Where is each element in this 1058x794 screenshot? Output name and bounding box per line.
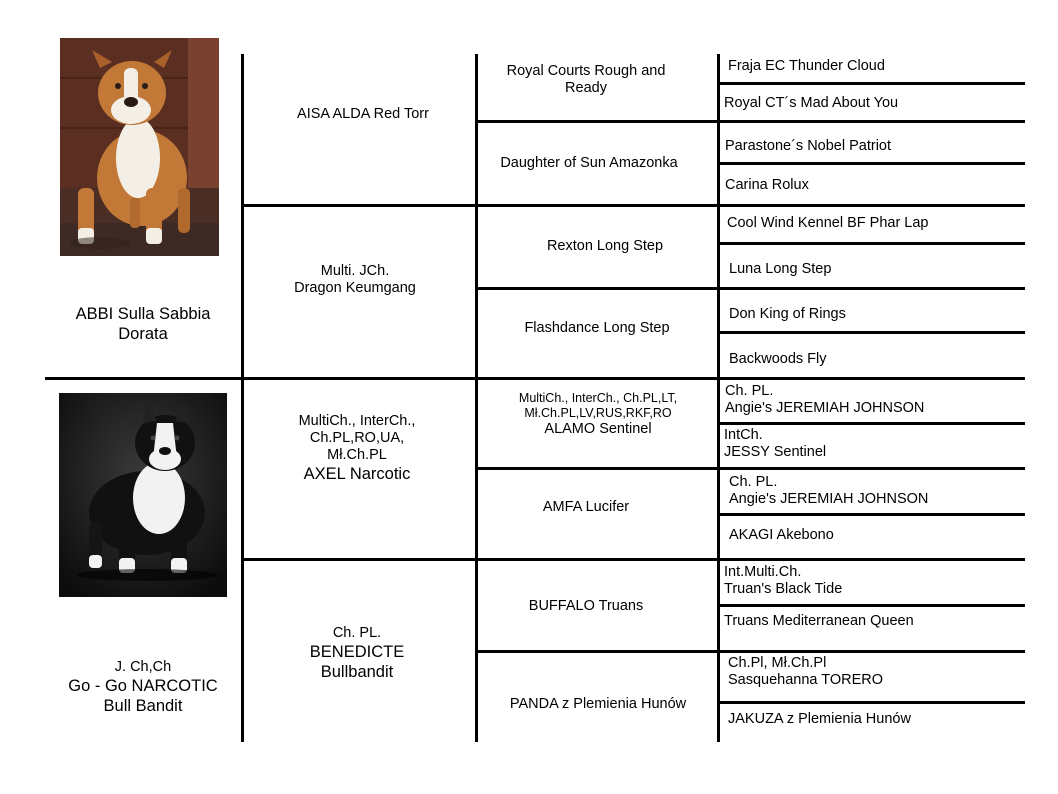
dam-sss-title: Ch. PL. xyxy=(725,383,774,399)
dam-dam-name1: BENEDICTE xyxy=(309,643,405,661)
half-divider xyxy=(45,377,1025,380)
sire-ss-line1: Royal Courts Rough and xyxy=(506,63,666,79)
sire-photo xyxy=(60,38,219,256)
dam-ssd-title: IntCh. xyxy=(724,427,763,443)
sire-ss xyxy=(507,63,666,97)
dam-ssd xyxy=(724,427,826,461)
dam-dss-title: Int.Multi.Ch. xyxy=(724,564,802,580)
col4-divider xyxy=(717,513,1025,516)
sire-name-line1: ABBI Sulla Sabbia xyxy=(75,305,211,323)
dam-dds-name: Sasquehanna TORERO xyxy=(728,672,884,688)
dam-dss-name: Truan's Black Tide xyxy=(724,581,843,597)
sire-dd: Flashdance Long Step xyxy=(524,320,670,336)
sire-sss: Fraja EC Thunder Cloud xyxy=(728,58,885,74)
dam-dsd: Truans Mediterranean Queen xyxy=(724,613,914,629)
col4-divider xyxy=(717,82,1025,85)
col4-divider xyxy=(717,467,1025,470)
col4-divider xyxy=(717,701,1025,704)
sire-sdd: Carina Rolux xyxy=(725,177,809,193)
sire-dam xyxy=(294,263,416,297)
sire-sds: Parastone´s Nobel Patriot xyxy=(725,138,892,154)
col3-divider xyxy=(475,287,719,290)
dam-dds-title: Ch.Pl, Mł.Ch.Pl xyxy=(728,655,827,671)
dam-ssd-name: JESSY Sentinel xyxy=(724,444,827,460)
dam-sds-title: Ch. PL. xyxy=(729,474,778,490)
column-divider-2 xyxy=(475,54,478,742)
dam-sire-title2: Ch.PL,RO,UA, xyxy=(309,430,405,446)
col3-divider xyxy=(475,467,719,470)
dam-ss-title2: Mł.Ch.PL,LV,RUS,RKF,RO xyxy=(524,406,672,420)
dam-title: J. Ch,Ch xyxy=(114,659,172,675)
dam-sd: AMFA Lucifer xyxy=(542,499,630,515)
dam-ss-name: ALAMO Sentinel xyxy=(544,421,652,437)
sire-sire: AISA ALDA Red Torr xyxy=(297,106,429,122)
col4-divider xyxy=(717,422,1025,425)
dam-name-line1: Go - Go NARCOTIC xyxy=(68,677,218,695)
col4-divider xyxy=(717,162,1025,165)
sire-ss-line2: Ready xyxy=(565,80,607,96)
sire-ds: Rexton Long Step xyxy=(546,238,664,254)
sire-name xyxy=(76,304,211,344)
sire-dss: Cool Wind Kennel BF Phar Lap xyxy=(727,215,929,231)
dam-sds xyxy=(729,474,928,508)
sire-name-line2: Dorata xyxy=(118,325,168,343)
sire-sd: Daughter of Sun Amazonka xyxy=(500,155,678,171)
col4-divider xyxy=(717,604,1025,607)
col4-divider xyxy=(717,120,1025,123)
dam-sds-name: Angie's JEREMIAH JOHNSON xyxy=(729,491,929,507)
col2-divider xyxy=(241,558,477,561)
dam-sss-name: Angie's JEREMIAH JOHNSON xyxy=(725,400,925,416)
sire-dsd: Luna Long Step xyxy=(729,261,832,277)
col4-divider xyxy=(717,331,1025,334)
dam-ss-title1: MultiCh., InterCh., Ch.PL,LT, xyxy=(518,391,678,405)
sire-ssd: Royal CT´s Mad About You xyxy=(724,95,899,111)
col3-divider xyxy=(475,204,719,207)
col4-divider xyxy=(717,242,1025,245)
dam-sdd: AKAGI Akebono xyxy=(729,527,834,543)
dam-ss xyxy=(519,391,677,438)
dam-sire-title3: Mł.Ch.PL xyxy=(327,447,387,463)
column-divider-1 xyxy=(241,54,244,742)
dam-sire-name: AXEL Narcotic xyxy=(303,465,411,483)
dam-name-line2: Bull Bandit xyxy=(103,697,183,715)
sire-dam-title: Multi. JCh. xyxy=(320,263,390,279)
dam-ds: BUFFALO Truans xyxy=(528,598,644,614)
dam-dd: PANDA z Plemienia Hunów xyxy=(509,696,687,712)
dam-dam-name2: Bullbandit xyxy=(320,663,394,681)
sire-dam-name: Dragon Keumgang xyxy=(294,280,416,296)
dam-dss xyxy=(724,564,842,598)
dam-sire xyxy=(299,413,416,484)
col4-divider xyxy=(717,650,1025,653)
dam-dam xyxy=(310,625,404,682)
dam-ddd: JAKUZA z Plemienia Hunów xyxy=(728,711,911,727)
col4-divider xyxy=(717,287,1025,290)
sire-ddd: Backwoods Fly xyxy=(729,351,827,367)
column-divider-3 xyxy=(717,54,720,742)
col4-divider xyxy=(717,204,1025,207)
dam-dds xyxy=(728,655,883,689)
dam-sss xyxy=(725,383,924,417)
dam-dam-title: Ch. PL. xyxy=(332,625,382,641)
sire-dds: Don King of Rings xyxy=(729,306,846,322)
col3-divider xyxy=(475,120,719,123)
col2-divider xyxy=(241,204,477,207)
dam-photo xyxy=(59,393,227,597)
dam-name xyxy=(68,659,217,716)
dam-sire-title1: MultiCh., InterCh., xyxy=(298,413,416,429)
col4-divider xyxy=(717,558,1025,561)
col3-divider xyxy=(475,558,719,561)
col3-divider xyxy=(475,650,719,653)
